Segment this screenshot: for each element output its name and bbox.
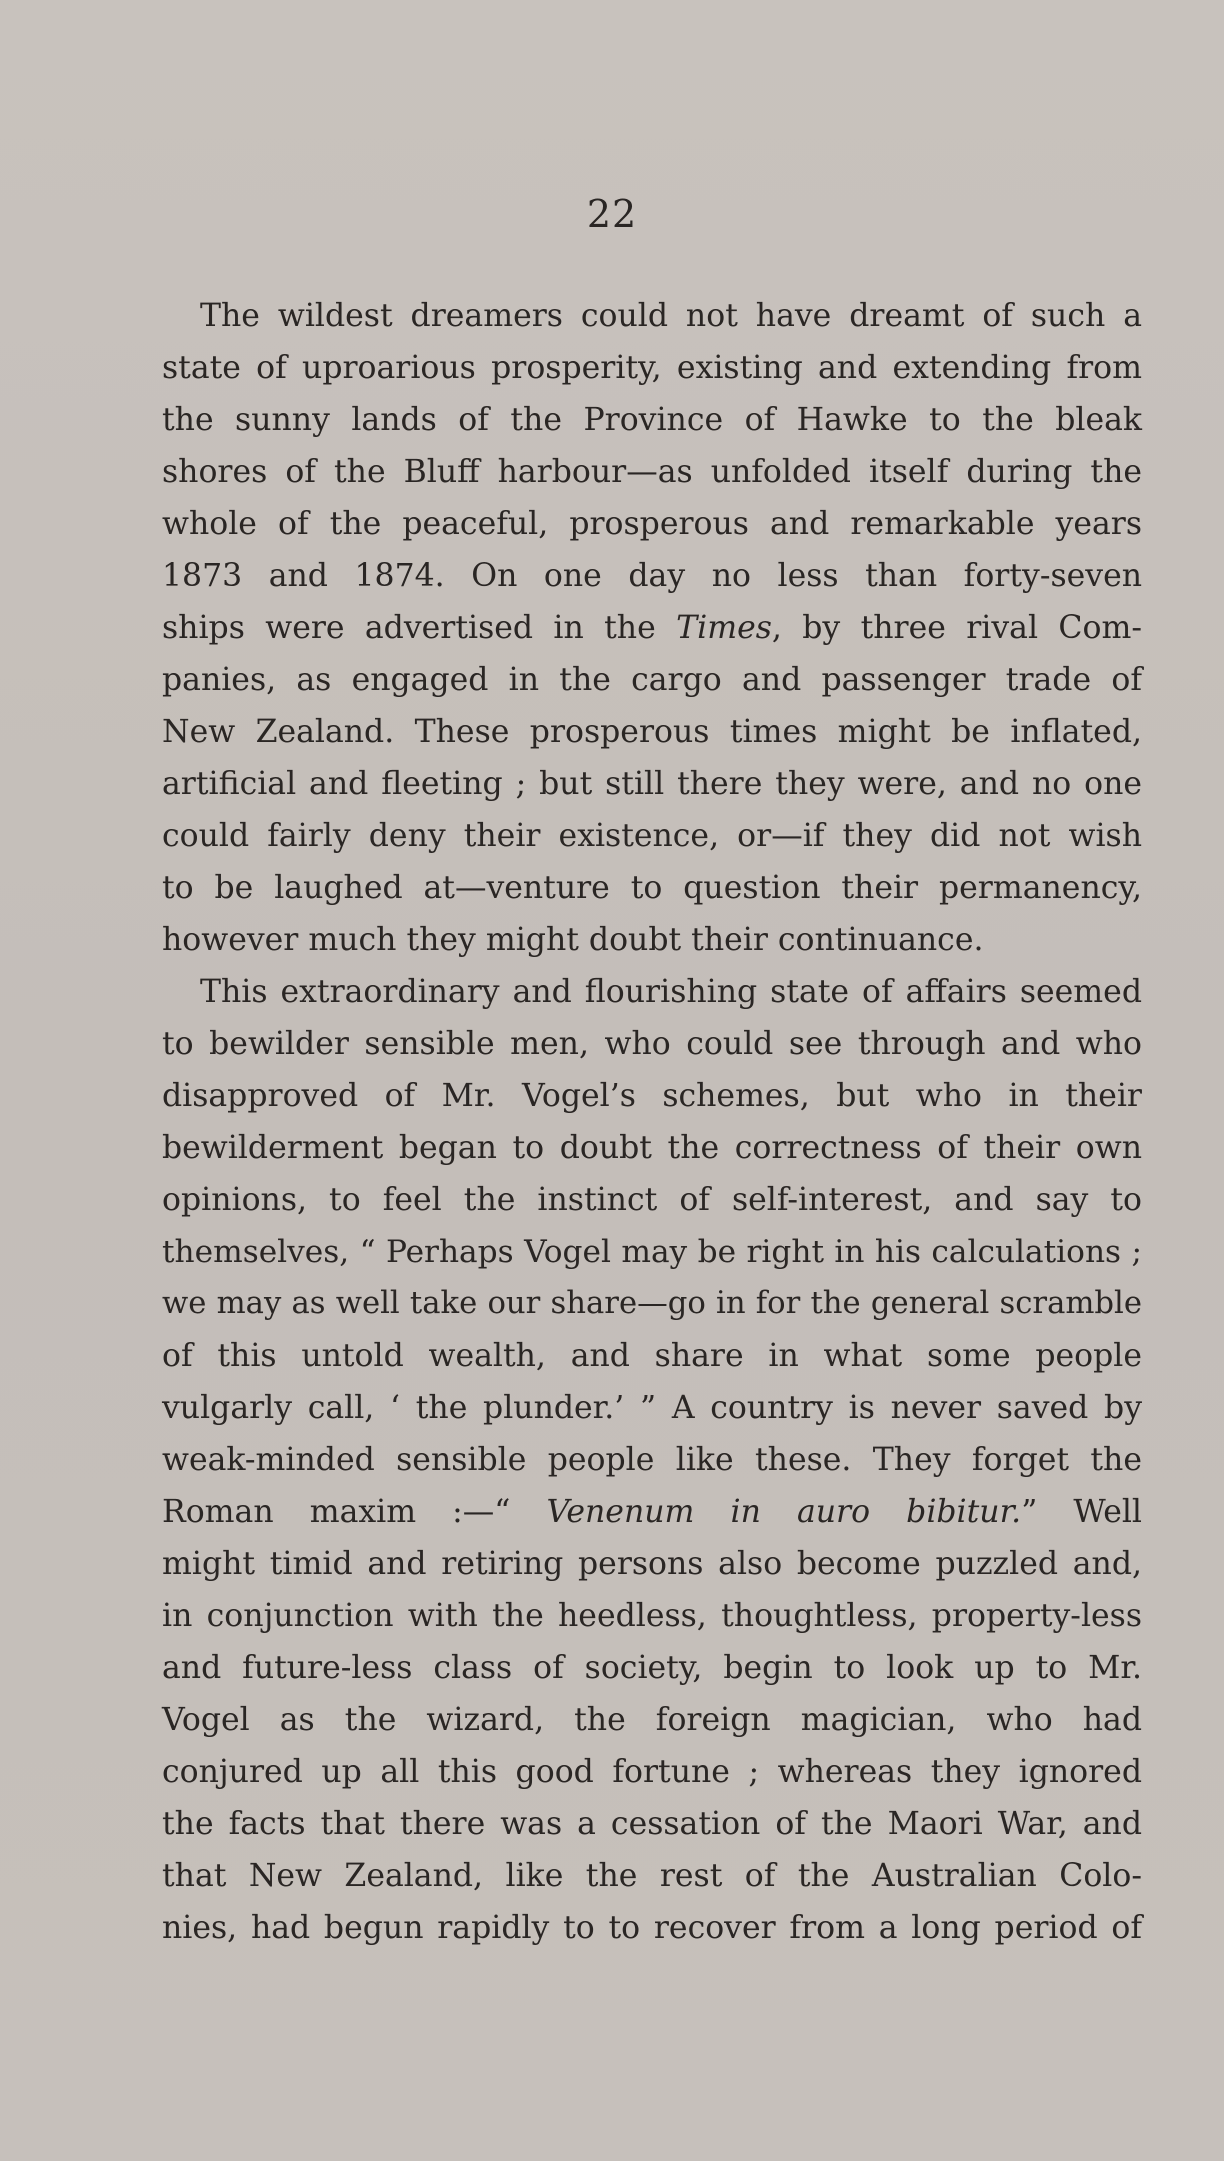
- text-line: state of uproarious prosperity, existing and extending from: [162, 350, 1142, 386]
- text-line: Roman maxim :—“ Venenum in auro bibitur.” Well: [162, 1494, 1142, 1530]
- text-line: to be laughed at—venture to question their permanency,: [162, 870, 1142, 906]
- text-line: disapproved of Mr. Vogel’s schemes, but who in their: [162, 1078, 1142, 1114]
- text-line: New Zealand. These prosperous times might be inflated,: [162, 714, 1142, 750]
- text-line: 1873 and 1874. On one day no less than forty-seven: [162, 558, 1142, 594]
- text-line: bewilderment began to doubt the correctness of their own: [162, 1130, 1142, 1166]
- text-line: however much they might doubt their continuance.: [162, 922, 984, 958]
- text-line: opinions, to feel the instinct of self-interest, and say to: [162, 1182, 1142, 1218]
- text-line: might timid and retiring persons also become puzzled and,: [162, 1546, 1142, 1582]
- italic-phrase: Times: [676, 610, 772, 646]
- text-line: nies, had begun rapidly to to recover from a long period of: [162, 1910, 1142, 1946]
- text-line: and future-less class of society, begin to look up to Mr.: [162, 1650, 1142, 1686]
- text-line: vulgarly call, ‘ the plunder.’ ” A country is never saved by: [162, 1390, 1142, 1426]
- text-line: the facts that there was a cessation of the Maori War, and: [162, 1806, 1142, 1842]
- text-line: the sunny lands of the Province of Hawke to the bleak: [162, 402, 1142, 438]
- text-line: ships were advertised in the Times, by three rival Com-: [162, 610, 1142, 646]
- text-line: weak-minded sensible people like these. They forget the: [162, 1442, 1142, 1478]
- text-line: of this untold wealth, and share in what some people: [162, 1338, 1142, 1374]
- text-line: we may as well take our share—go in for the general scramble: [162, 1286, 1142, 1321]
- text-line: whole of the peaceful, prosperous and remarkable years: [162, 506, 1142, 542]
- body-text: [162, 290, 1142, 1954]
- text-line: to bewilder sensible men, who could see through and who: [162, 1026, 1142, 1062]
- text-line: shores of the Bluff harbour—as unfolded itself during the: [162, 454, 1142, 490]
- text-line: Vogel as the wizard, the foreign magician, who had: [162, 1702, 1142, 1738]
- text-line: could fairly deny their existence, or—if they did not wish: [162, 818, 1142, 854]
- text-line: The wildest dreamers could not have dreamt of such a: [200, 298, 1142, 334]
- text-line: that New Zealand, like the rest of the Australian Colo-: [162, 1858, 1142, 1894]
- text-line: conjured up all this good fortune ; whereas they ignored: [162, 1754, 1142, 1790]
- text-line: artificial and fleeting ; but still there they were, and no one: [162, 766, 1142, 802]
- text-line: This extraordinary and flourishing state of affairs seemed: [200, 974, 1142, 1010]
- page-number: 22: [586, 192, 638, 236]
- text-line: themselves, “ Perhaps Vogel may be right in his calculations ;: [162, 1234, 1142, 1270]
- text-line: in conjunction with the heedless, thoughtless, property-less: [162, 1598, 1142, 1634]
- text-line: panies, as engaged in the cargo and passenger trade of: [162, 662, 1142, 698]
- italic-phrase: Venenum in auro bibitur.: [546, 1494, 1022, 1530]
